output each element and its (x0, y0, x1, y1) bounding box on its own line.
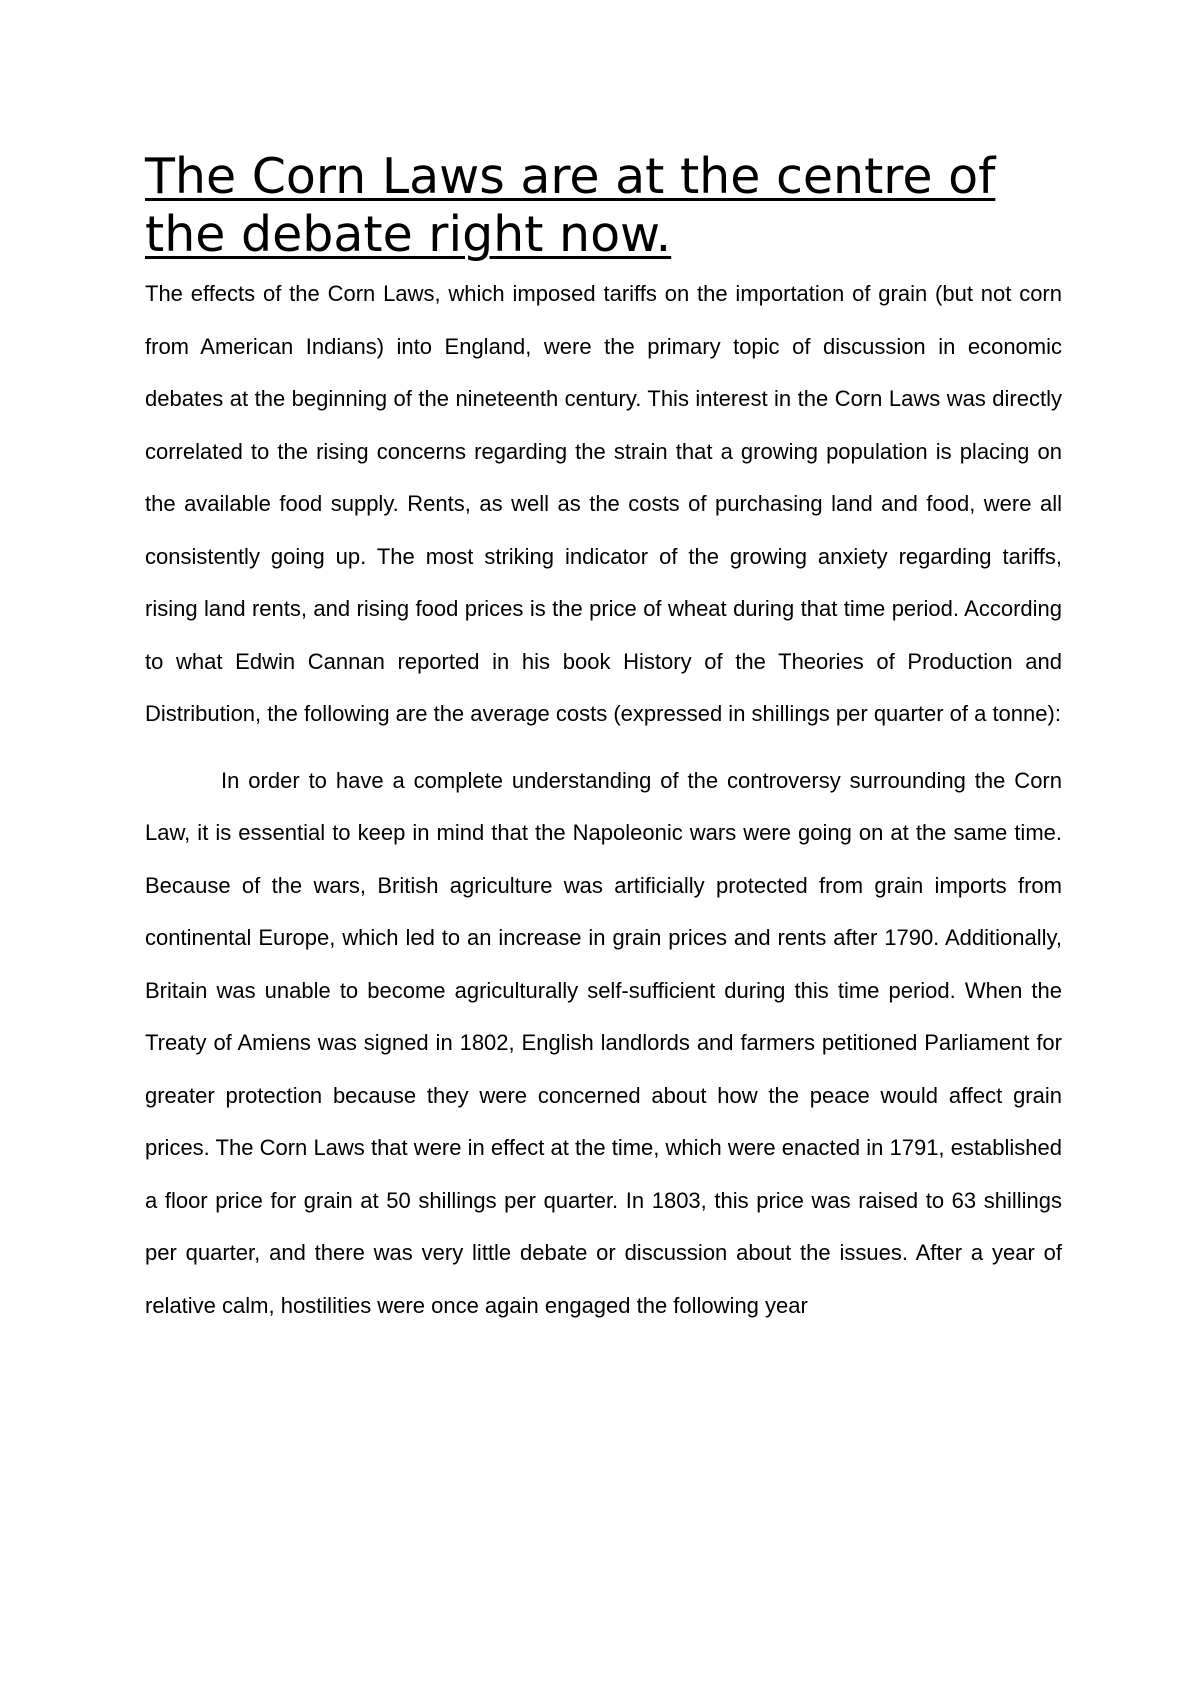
paragraph-corn-laws-effects: The effects of the Corn Laws, which imposed tariffs on the importation of grain (but not corn from American Indians) into England, were the primary topic of discussion in economic debates at the beginning of the nineteenth century. This interest in the Corn Laws was directly correlated to the rising concerns regarding the strain that a growing population is placing on the available food supply. Rents, as well as the costs of purchasing land and food, were all consistently going up. The most striking indicator of the growing anxiety regarding tariffs, rising land rents, and rising food prices is the price of wheat during that time period. According to what Edwin Cannan reported in his book History of the Theories of Production and Distribution, the following are the average costs (expressed in shillings per quarter of a tonne): (145, 281, 1062, 726)
document-title: The Corn Laws are at the centre of the debate right now. (145, 148, 996, 263)
document-body (145, 148, 1062, 1332)
paragraph-napoleonic-wars: In order to have a complete understanding of the controversy surrounding the Corn Law, it is essential to keep in mind that the Napoleonic wars were going on at the same time. Because of the wars, British agriculture was artificially protected from grain imports from continental Europe, which led to an increase in grain prices and rents after 1790. Additionally, Britain was unable to become agriculturally self-sufficient during this time period. When the Treaty of Amiens was signed in 1802, English landlords and farmers petitioned Parliament for greater protection because they were concerned about how the peace would affect grain prices. The Corn Laws that were in effect at the time, which were enacted in 1791, established a floor price for grain at 50 shillings per quarter. In 1803, this price was raised to 63 shillings per quarter, and there was very little debate or discussion about the issues. After a year of relative calm, hostilities were once again engaged the following year (145, 767, 1062, 1318)
